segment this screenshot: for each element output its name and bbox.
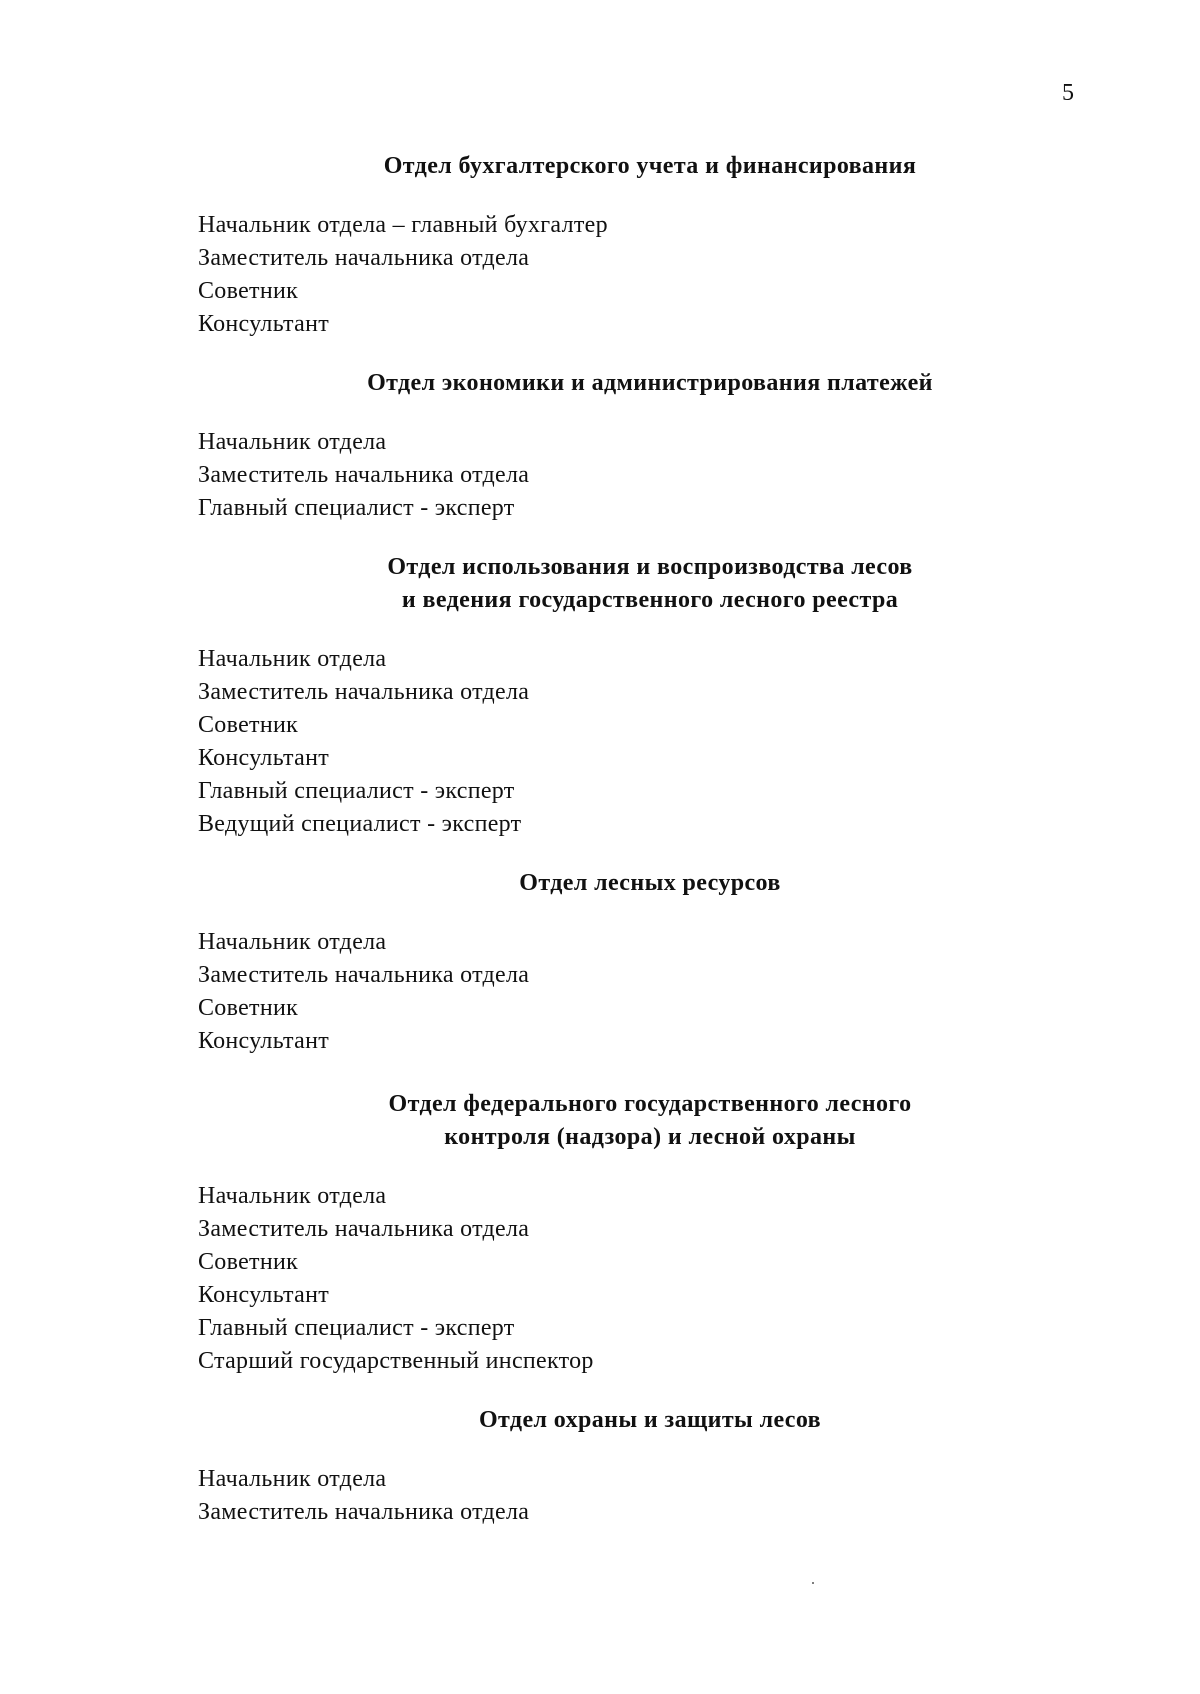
position-item: Консультант [198, 1282, 330, 1308]
department-title [0, 1088, 1200, 1154]
department-title-line: Отдел охраны и защиты лесов [478, 1407, 822, 1433]
position-item: Консультант [198, 745, 330, 771]
department-title-line: Отдел лесных ресурсов [519, 870, 781, 896]
position-list [0, 926, 1200, 1058]
position-list [0, 1180, 1200, 1378]
department-title-line: Отдел использования и воспроизводства лесов [387, 554, 913, 580]
position-item: Начальник отдела [198, 929, 387, 955]
department-title-line: и ведения государственного лесного реестра [401, 587, 899, 613]
position-item: Начальник отдела [198, 429, 387, 455]
position-item: Советник [198, 278, 299, 304]
position-item: Начальник отдела [198, 1183, 387, 1209]
position-list [0, 209, 1200, 341]
position-item: Заместитель начальника отдела [198, 1499, 530, 1525]
position-list [0, 643, 1200, 841]
department-title-line: Отдел экономики и администрирования платежей [367, 370, 933, 396]
department-title-line: контроля (надзора) и лесной охраны [444, 1124, 856, 1150]
position-item: Советник [198, 1249, 299, 1275]
position-item: Заместитель начальника отдела [198, 962, 530, 988]
position-item: Заместитель начальника отдела [198, 679, 530, 705]
department-section-forest-protection [0, 1404, 1200, 1529]
department-title [0, 1404, 1200, 1437]
document-body [0, 150, 1200, 1529]
department-section-accounting [0, 150, 1200, 341]
position-item: Заместитель начальника отдела [198, 1216, 530, 1242]
department-title [0, 150, 1200, 183]
position-item: Заместитель начальника отдела [198, 462, 530, 488]
position-item: Советник [198, 995, 299, 1021]
position-item: Главный специалист - эксперт [198, 778, 515, 804]
position-item: Главный специалист - эксперт [198, 495, 515, 521]
department-section-economics [0, 367, 1200, 525]
position-item: Старший государственный инспектор [198, 1348, 594, 1374]
page-number: 5 [1062, 80, 1074, 106]
position-item: Ведущий специалист - эксперт [198, 811, 522, 837]
department-title [0, 551, 1200, 617]
scan-speck [812, 1582, 814, 1584]
position-list [0, 426, 1200, 525]
position-list [0, 1463, 1200, 1529]
department-title [0, 367, 1200, 400]
department-title [0, 867, 1200, 900]
department-section-forest-use [0, 551, 1200, 841]
department-section-forest-control [0, 1088, 1200, 1378]
position-item: Заместитель начальника отдела [198, 245, 530, 271]
position-item: Начальник отдела – главный бухгалтер [198, 212, 608, 238]
position-item: Консультант [198, 311, 330, 337]
department-title-line: Отдел бухгалтерского учета и финансирования [383, 153, 917, 179]
department-section-forest-resources [0, 867, 1200, 1058]
position-item: Начальник отдела [198, 646, 387, 672]
department-title-line: Отдел федерального государственного лесного [388, 1091, 912, 1117]
position-item: Консультант [198, 1028, 330, 1054]
position-item: Главный специалист - эксперт [198, 1315, 515, 1341]
position-item: Советник [198, 712, 299, 738]
position-item: Начальник отдела [198, 1466, 387, 1492]
